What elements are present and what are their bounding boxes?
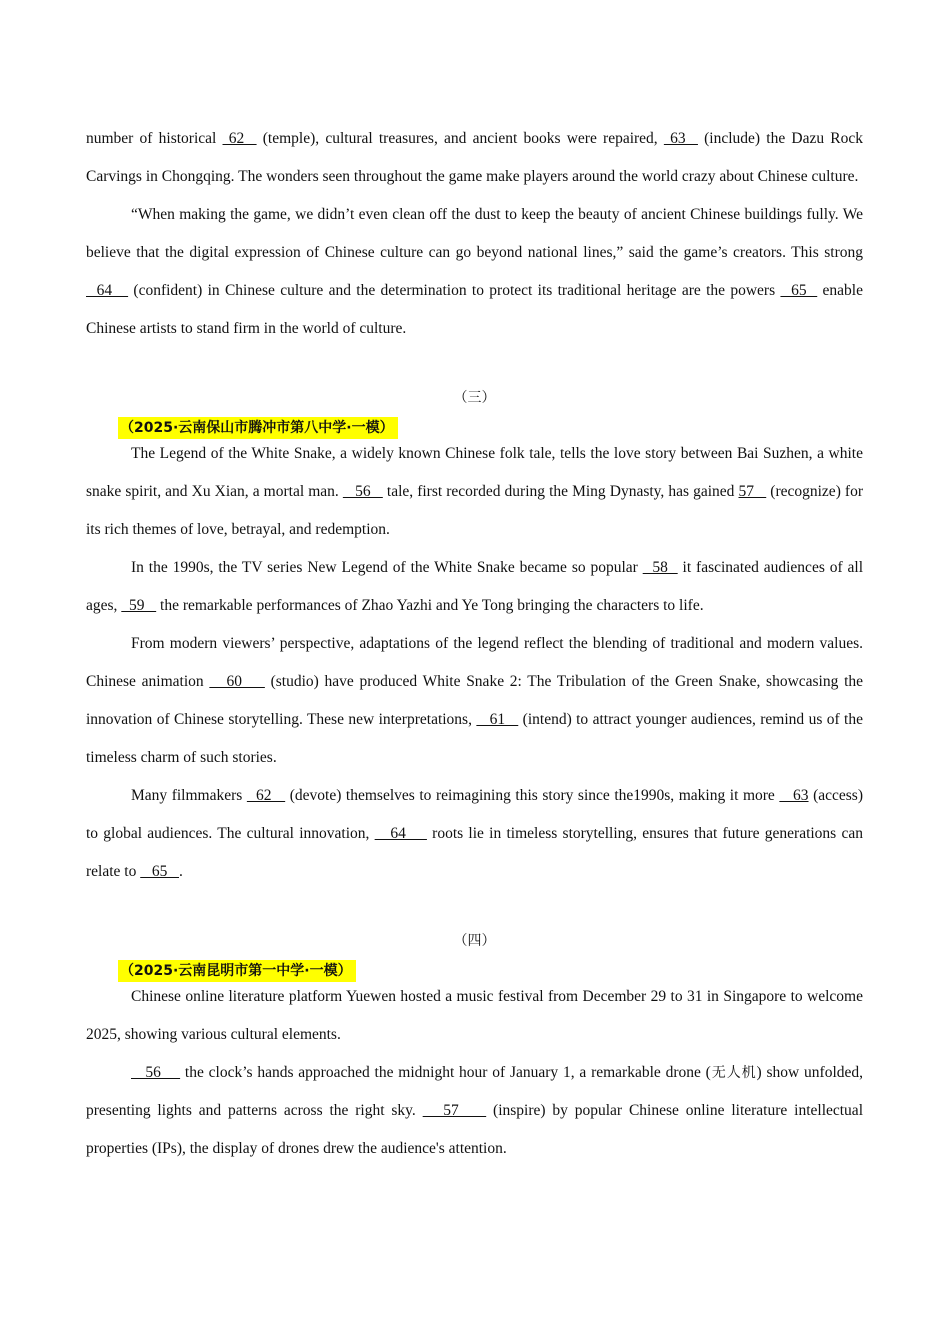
text-run: (access) to global audiences. The cultural innovation, bbox=[86, 787, 863, 842]
cjk-annotation: 无人机 bbox=[710, 1065, 757, 1081]
blank-59: 59 bbox=[121, 597, 157, 614]
blank-56: 56 bbox=[342, 483, 383, 500]
text-run: roots lie in timeless storytelling, ensures that future generations can relate to bbox=[86, 825, 863, 880]
blank-62: 62 bbox=[222, 130, 257, 147]
paragraph-s3-p4 bbox=[86, 777, 863, 891]
text-run: (include) the Dazu Rock Carvings in Chongqing. The wonders seen throughout the game make players around the world crazy about Chinese culture. bbox=[86, 130, 863, 185]
paragraph-s4-p1 bbox=[86, 978, 863, 1054]
blank-65: 65 bbox=[780, 282, 818, 299]
blank-57: 57 bbox=[422, 1102, 487, 1119]
text-run: the clock’s hands approached the midnight hour of January 1, a remarkable drone ( bbox=[180, 1064, 711, 1081]
text-run: (studio) have produced White Snake 2: The Tribulation of the Green Snake, showcasing the innovation of Chinese storytelling. These new interpretations, bbox=[86, 673, 864, 728]
text-run: enable Chinese artists to stand firm in the world of culture. bbox=[86, 282, 863, 337]
document-page bbox=[86, 120, 863, 1168]
text-run: Many filmmakers bbox=[131, 787, 247, 804]
paragraph-s3-p3 bbox=[86, 625, 863, 777]
blank-64: 64 bbox=[374, 825, 427, 842]
text-run: tale, first recorded during the Ming Dynasty, has gained bbox=[382, 483, 739, 500]
text-run: it fascinated audiences of all ages, bbox=[86, 559, 863, 614]
text-run: (intend) to attract younger audiences, remind us of the timeless charm of such stories. bbox=[86, 711, 863, 766]
blank-58: 58 bbox=[642, 559, 678, 576]
blank-56: 56 bbox=[131, 1064, 181, 1081]
text-run: (devote) themselves to reimagining this story since the1990s, making it more bbox=[285, 787, 780, 804]
text-run: number of historical bbox=[86, 130, 223, 147]
text-run: (confident) in Chinese culture and the determination to protect its traditional heritage are the powers bbox=[128, 282, 781, 299]
source-label-3: （2025·云南保山市腾冲市第八中学·一模） bbox=[118, 417, 398, 439]
text-run: (inspire) by popular Chinese online literature intellectual properties (IPs), the display of drones drew the audience's attention. bbox=[86, 1102, 863, 1157]
text-run: In the 1990s, the TV series New Legend of the White Snake became so popular bbox=[131, 559, 643, 576]
paragraph-s2-p1 bbox=[86, 120, 863, 196]
blank-64: 64 bbox=[86, 282, 129, 299]
paragraph-s2-p2 bbox=[86, 196, 863, 348]
text-run: (temple), cultural treasures, and ancient books were repaired, bbox=[256, 130, 664, 147]
paragraph-s3-p2 bbox=[86, 549, 863, 625]
text-run: Chinese online literature platform Yuewen hosted a music festival from December 29 to 31 in Singapore to welcome 2025, showing various cultural elements. bbox=[86, 988, 863, 1043]
blank-63: 63 bbox=[779, 787, 809, 804]
paragraph-s3-p1 bbox=[86, 435, 863, 549]
blank-65: 65 bbox=[140, 863, 179, 880]
blank-61: 61 bbox=[476, 711, 519, 728]
text-run: the remarkable performances of Zhao Yazhi and Ye Tong bringing the characters to life. bbox=[156, 597, 704, 614]
text-run: From modern viewers’ perspective, adaptations of the legend reflect the blending of traditional and modern values. Chinese animation bbox=[86, 635, 863, 690]
text-run: (recognize) for its rich themes of love, betrayal, and redemption. bbox=[86, 483, 864, 538]
section-heading-3: （三） bbox=[453, 390, 496, 406]
blank-60: 60 bbox=[209, 673, 265, 690]
blank-62: 62 bbox=[246, 787, 286, 804]
text-run: “When making the game, we didn’t even clean off the dust to keep the beauty of ancient Chinese buildings fully. We believe that the digital expression of Chinese culture can go beyond national lines,” said the game’s creators. This strong bbox=[86, 206, 863, 261]
text-run: ) show unfolded, presenting lights and patterns across the right sky. bbox=[86, 1064, 864, 1119]
text-run: . bbox=[178, 863, 183, 880]
text-run: The Legend of the White Snake, a widely known Chinese folk tale, tells the love story between Bai Suzhen, a white snake spirit, and Xu Xian, a mortal man. bbox=[86, 445, 863, 500]
source-label-4: （2025·云南昆明市第一中学·一模） bbox=[118, 960, 356, 982]
blank-57: 57 bbox=[738, 483, 767, 500]
section-heading-4: （四） bbox=[453, 933, 496, 949]
paragraph-s4-p2 bbox=[86, 1054, 863, 1168]
blank-63: 63 bbox=[663, 130, 698, 147]
